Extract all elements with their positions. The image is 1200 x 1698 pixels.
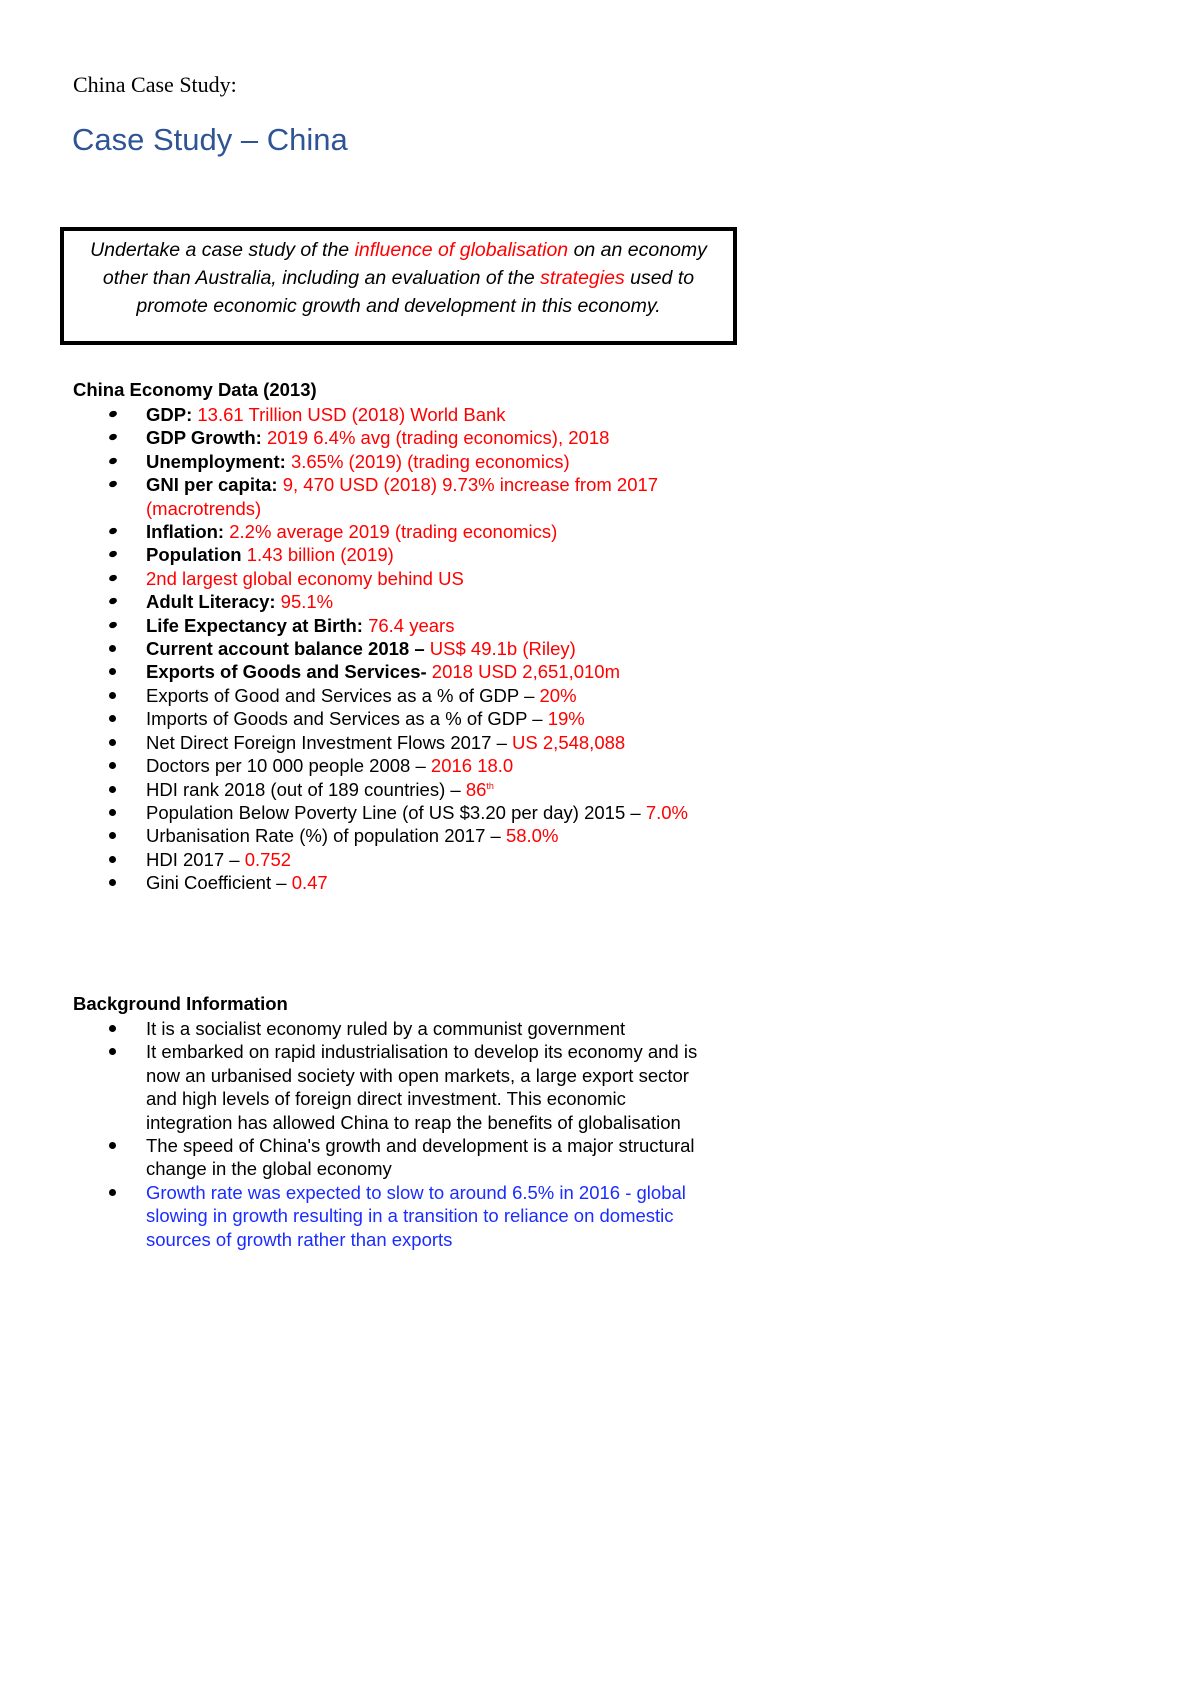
bullet-icon	[109, 1189, 116, 1196]
bullet-icon	[108, 550, 118, 558]
bullet-icon	[109, 832, 116, 839]
list-item: It embarked on rapid industrialisation to develop its economy and is now an urbanised society with open markets, a large export sector and high levels of foreign direct investment. This economic integration has allowed China to reap the benefits of globalisation	[0, 1040, 706, 1134]
task-text: Undertake a case study of the	[90, 239, 355, 261]
bullet-icon	[109, 1025, 116, 1032]
list-item: Gini Coefficient – 0.47	[0, 871, 706, 894]
list-item: HDI 2017 – 0.752	[0, 848, 706, 871]
bullet-icon	[108, 527, 118, 535]
list-item: Population 1.43 billion (2019)	[0, 543, 706, 566]
document-title: Case Study – China	[72, 122, 348, 157]
bullet-icon	[109, 762, 116, 769]
economy-data-title: China Economy Data (2013)	[73, 379, 317, 400]
list-item: GDP Growth: 2019 6.4% avg (trading economics), 2018	[0, 426, 706, 449]
bullet-icon	[108, 433, 118, 441]
bullet-icon	[109, 856, 116, 863]
list-item: Unemployment: 3.65% (2019) (trading economics)	[0, 450, 706, 473]
bullet-icon	[108, 410, 118, 418]
bullet-icon	[109, 715, 116, 722]
task-text: used to promote economic growth and development in this economy.	[136, 267, 695, 317]
list-item: Adult Literacy: 95.1%	[0, 590, 706, 613]
list-item: Growth rate was expected to slow to around 6.5% in 2016 - global slowing in growth resulting in a transition to reliance on domestic sources of growth rather than exports	[0, 1181, 706, 1251]
list-item: Imports of Goods and Services as a % of GDP – 19%	[0, 707, 706, 730]
bullet-icon	[108, 457, 118, 465]
list-item: Net Direct Foreign Investment Flows 2017 – US 2,548,088	[0, 731, 706, 754]
list-item: Population Below Poverty Line (of US $3.20 per day) 2015 – 7.0%	[0, 801, 706, 824]
list-item: Current account balance 2018 – US$ 49.1b (Riley)	[0, 637, 706, 660]
list-item: Exports of Good and Services as a % of GDP – 20%	[0, 684, 706, 707]
list-item: Inflation: 2.2% average 2019 (trading economics)	[0, 520, 706, 543]
economy-data-list	[0, 403, 706, 895]
bullet-icon	[108, 620, 118, 628]
bullet-icon	[109, 692, 116, 699]
list-item: Doctors per 10 000 people 2008 – 2016 18.0	[0, 754, 706, 777]
list-item: GNI per capita: 9, 470 USD (2018) 9.73% increase from 2017 (macrotrends)	[0, 473, 706, 520]
list-item: HDI rank 2018 (out of 189 countries) – 86th	[0, 778, 706, 801]
background-list	[0, 1017, 706, 1251]
list-item: It is a socialist economy ruled by a communist government	[0, 1017, 706, 1040]
bullet-icon	[108, 597, 118, 605]
bullet-icon	[108, 574, 118, 582]
task-text: on an economy other than Australia, including an evaluation of the	[102, 239, 707, 289]
bullet-icon	[109, 809, 116, 816]
task-highlight: strategies	[540, 267, 625, 289]
bullet-icon	[109, 1048, 116, 1055]
bullet-icon	[109, 739, 116, 746]
bullet-icon	[109, 668, 116, 675]
list-item: GDP: 13.61 Trillion USD (2018) World Bank	[0, 403, 706, 426]
document-heading: China Case Study:	[73, 72, 237, 97]
bullet-icon	[109, 786, 116, 793]
list-item: Urbanisation Rate (%) of population 2017 – 58.0%	[0, 824, 706, 847]
bullet-icon	[108, 480, 118, 488]
background-title: Background Information	[73, 993, 288, 1014]
bullet-icon	[109, 879, 116, 886]
bullet-icon	[109, 645, 116, 652]
task-highlight: influence of globalisation	[354, 239, 569, 261]
bullet-icon	[109, 1142, 116, 1149]
list-item: The speed of China's growth and development is a major structural change in the global economy	[0, 1134, 706, 1181]
list-item: 2nd largest global economy behind US	[0, 567, 706, 590]
list-item: Exports of Goods and Services- 2018 USD 2,651,010m	[0, 660, 706, 683]
syllabus-task-box	[60, 227, 737, 345]
list-item: Life Expectancy at Birth: 76.4 years	[0, 614, 706, 637]
